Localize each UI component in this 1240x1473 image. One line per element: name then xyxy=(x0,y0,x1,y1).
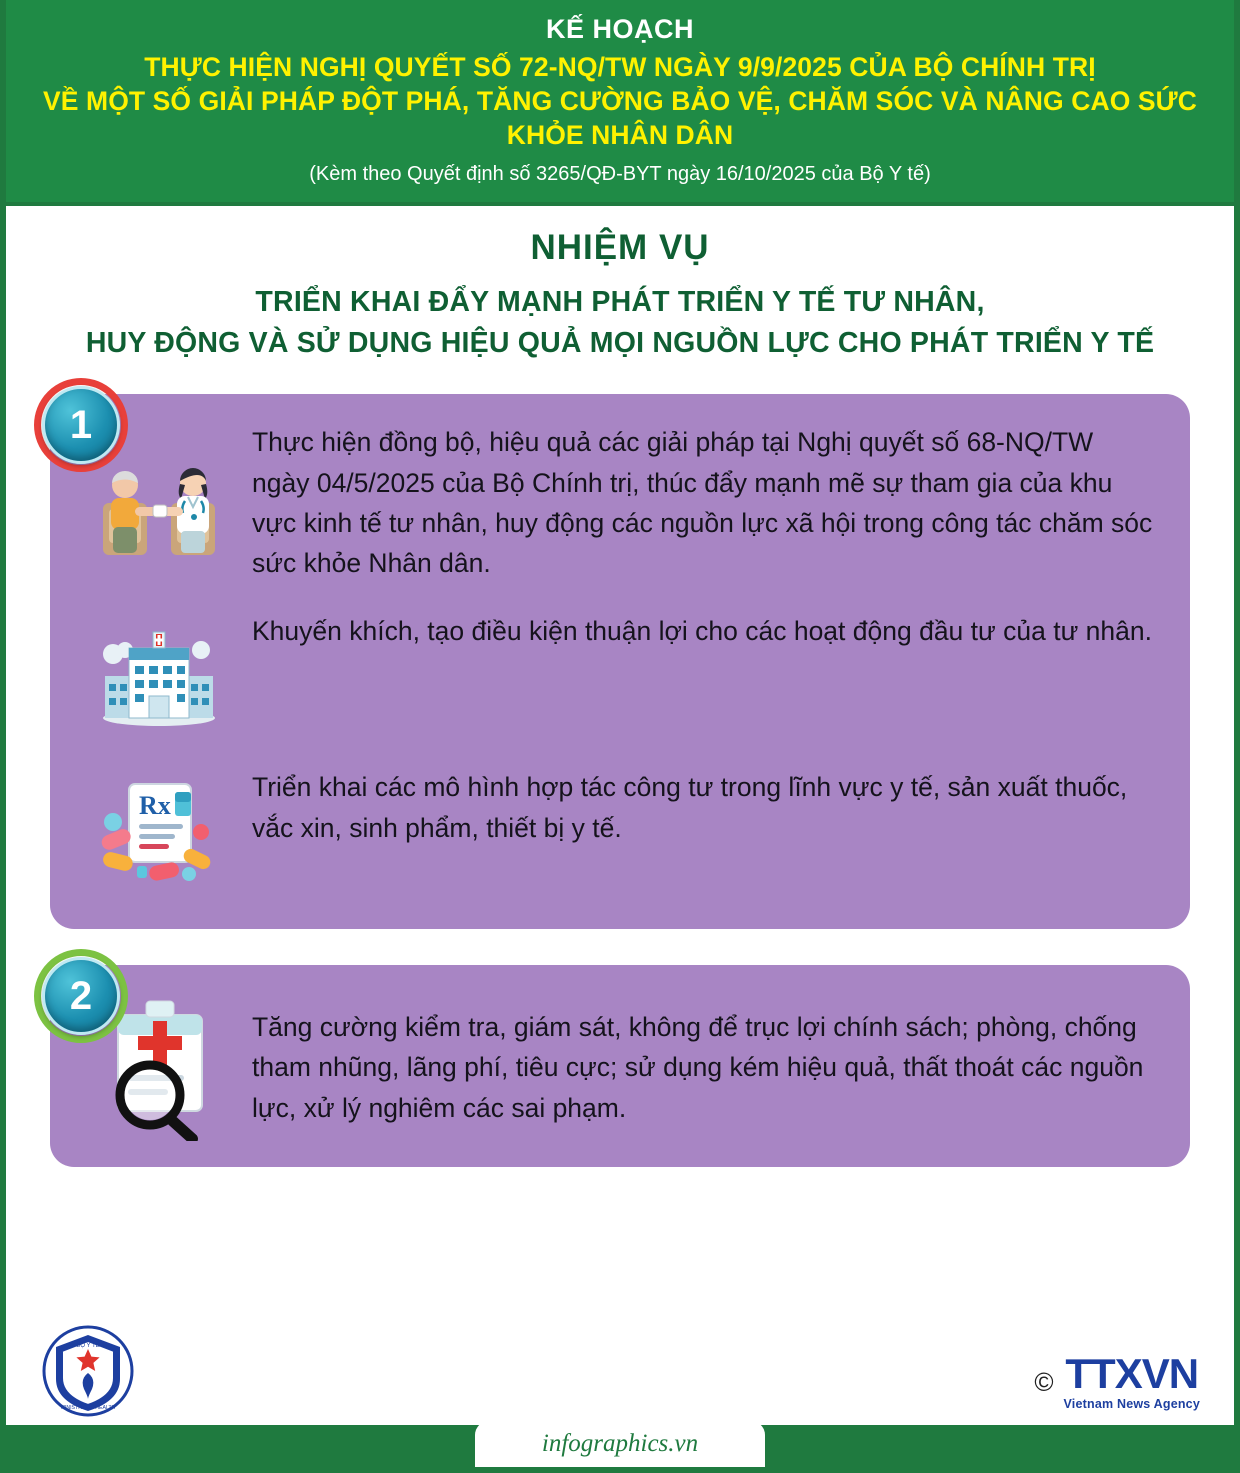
section-subheading-line-1: TRIỂN KHAI ĐẨY MẠNH PHÁT TRIỂN Y TẾ TƯ NHÂN, xyxy=(255,285,985,318)
prescription-medicine-icon xyxy=(84,765,234,895)
task-number-badge-2 xyxy=(34,949,128,1043)
footer xyxy=(6,1335,1234,1467)
footer-site-label: infographics.vn xyxy=(475,1421,765,1467)
svg-text:BỘ Y TẾ: BỘ Y TẾ xyxy=(76,1343,100,1349)
task-text-1-3: Triển khai các mô hình hợp tác công tư trong lĩnh vực y tế, sản xuất thuốc, vắc xin, sinh phẩm, thiết bị y tế. xyxy=(252,772,1128,843)
section-heading: NHIỆM VỤ xyxy=(530,227,710,267)
section-subheading-line-2: HUY ĐỘNG VÀ SỬ DỤNG HIỆU QUẢ MỌI NGUỒN LỰC CHO PHÁT TRIỂN Y TẾ xyxy=(85,327,1155,360)
task-row xyxy=(84,420,1156,583)
task-text-1-1: Thực hiện đồng bộ, hiệu quả các giải pháp tại Nghị quyết số 68-NQ/TW ngày 04/5/2025 của Bộ Chính trị, thúc đẩy mạnh mẽ sự tham gia của khu vực kinh tế tư nhân, huy động các nguồn lực xã hội trong công tác chăm sóc sức khỏe Nhân dân. xyxy=(252,427,1153,579)
hospital-building-icon xyxy=(84,609,234,739)
task-row xyxy=(84,765,1156,895)
task-card-2 xyxy=(50,965,1190,1167)
task-card-1 xyxy=(50,394,1190,929)
header-title-line-1: THỰC HIỆN NGHỊ QUYẾT SỐ 72-NQ/TW NGÀY 9/9/2025 CỦA BỘ CHÍNH TRỊ xyxy=(144,52,1096,82)
svg-text:MINISTRY OF HEALTH: MINISTRY OF HEALTH xyxy=(60,1405,116,1411)
section-title xyxy=(6,206,1234,371)
agency-name: TTXVN xyxy=(1065,1350,1199,1397)
header-kicker: KẾ HOẠCH xyxy=(545,14,694,44)
doctor-patient-icon xyxy=(84,446,234,576)
agency-logo-box xyxy=(1063,1350,1201,1411)
copyright-icon: © xyxy=(1034,1366,1054,1397)
badge-number-2: 2 xyxy=(42,957,120,1035)
svg-text:Rx: Rx xyxy=(139,791,171,821)
task-text-2-1: Tăng cường kiểm tra, giám sát, không để trục lợi chính sách; phòng, chống tham nhũng, lãng phí, tiêu cực; sử dụng kém hiệu quả, thất thoát các nguồn lực, xử lý nghiêm các sai phạm. xyxy=(252,1012,1144,1123)
task-row xyxy=(84,609,1156,739)
header-title-line-2: VỀ MỘT SỐ GIẢI PHÁP ĐỘT PHÁ, TĂNG CƯỜNG BẢO VỆ, CHĂM SÓC VÀ NÂNG CAO SỨC KHỎE NHÂN DÂN xyxy=(43,85,1197,150)
ttxvn-logo xyxy=(1034,1350,1200,1411)
agency-subtitle: Vietnam News Agency xyxy=(1063,1397,1200,1411)
ministry-of-health-logo xyxy=(42,1325,134,1417)
task-row xyxy=(84,991,1156,1141)
header-banner xyxy=(6,0,1234,206)
badge-number-1: 1 xyxy=(42,386,120,464)
task-text-1-2: Khuyến khích, tạo điều kiện thuận lợi cho các hoạt động đầu tư của tư nhân. xyxy=(252,616,1152,647)
header-subtitle: (Kèm theo Quyết định số 3265/QĐ-BYT ngày 16/10/2025 của Bộ Y tế) xyxy=(309,162,931,185)
task-list xyxy=(6,370,1234,1167)
task-number-badge-1 xyxy=(34,378,128,472)
